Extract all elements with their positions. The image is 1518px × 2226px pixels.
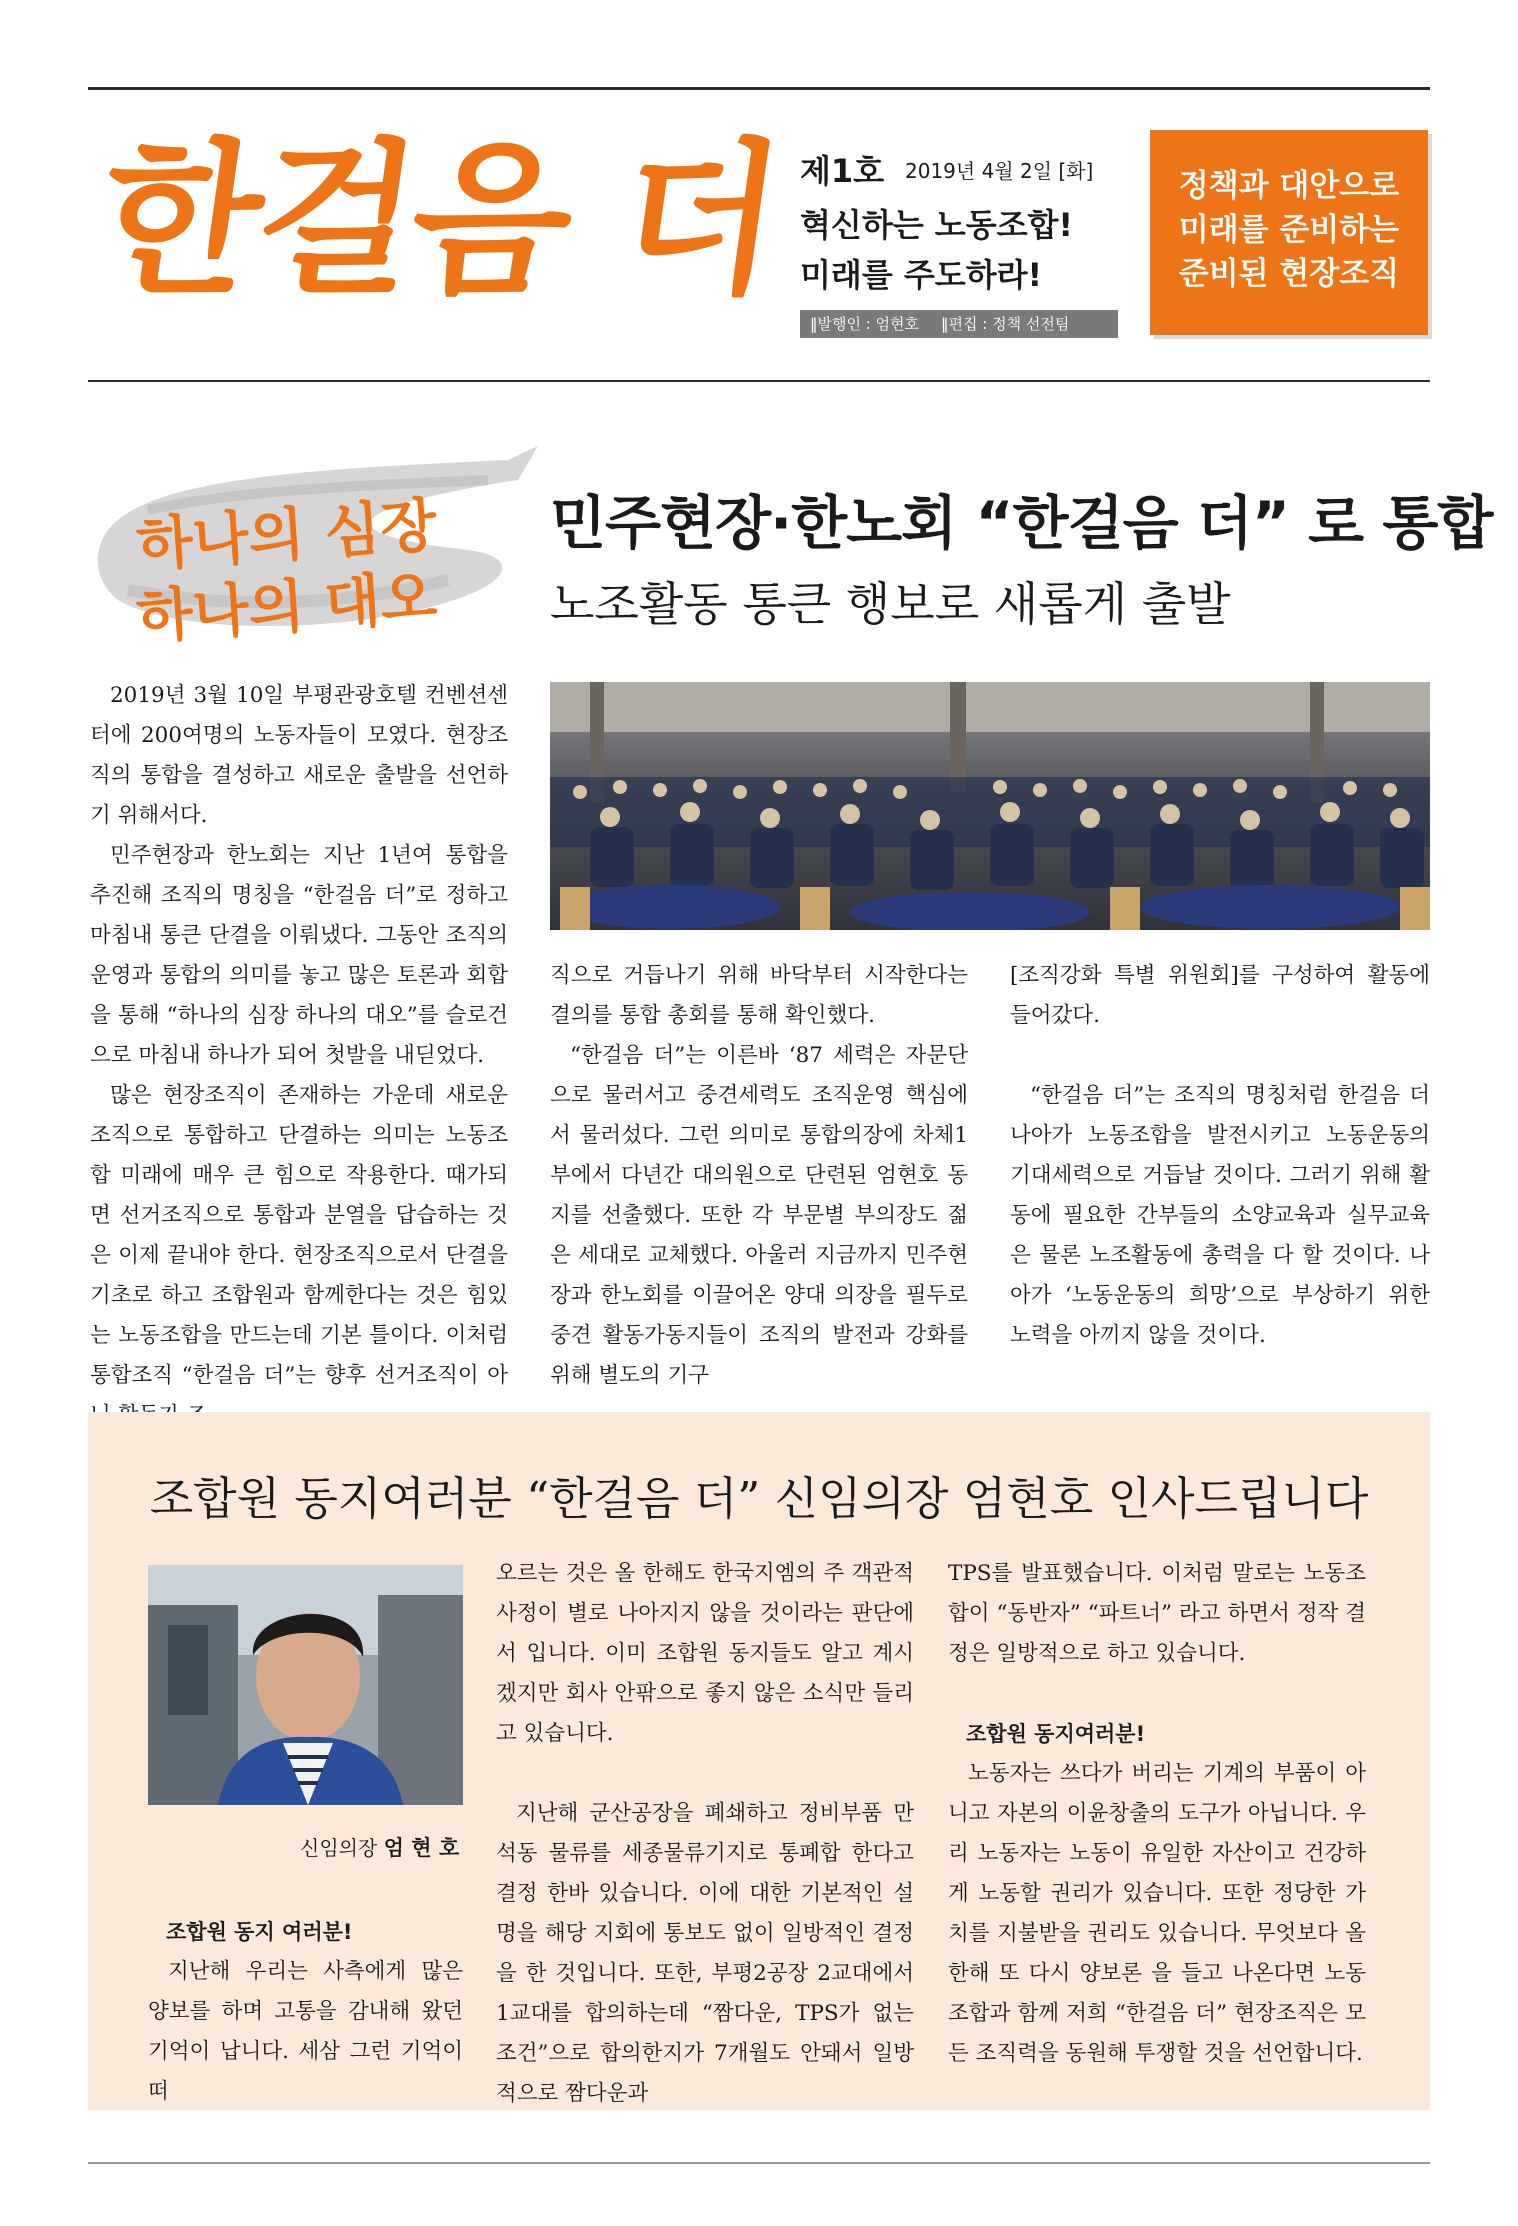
paragraph: “한걸음 더”는 이른바 ‘87 세력은 자문단으로 물러서고 중견세력도 조직운영 핵심에서 물러섰다. 그런 의미로 통합의장에 차체1부에서 다년간 대의원으로 단련된 엄현호 동지를 선출했다. 또한 각 부문별 부의장도 젊은 세대로 교체했다. 아울러 지금까지 민주현장과 한노회를 이끌어온 양대 의장을 필두로 중견 활동가동지들이 조직의 발전과 강화를 위해 별도의 기구 <box>550 1043 968 1388</box>
sub-headline: 노조활동 통큰 행보로 새롭게 출발 <box>550 577 1231 631</box>
feature-column-3 <box>1010 956 1430 1356</box>
tagline-line-1: 혁신하는 노동조합! <box>800 206 1074 244</box>
paragraph: 2019년 3월 10일 부평관광호텔 컨벤션센터에 200여명의 노동자들이 모였다. 현장조직의 통합을 결성하고 새로운 출발을 선언하기 위해서다. <box>90 683 508 828</box>
greeting-col3-heading: 조합원 동지여러분! <box>966 1722 1146 1746</box>
portrait-image <box>148 1565 463 1805</box>
paragraph: 노동자는 쓰다가 버리는 기계의 부품이 아니고 자본의 이윤창출의 도구가 아닙니다. 우리 노동자는 노동이 유일한 자산이고 건강하게 노동할 권리가 있습니다. 또한 정당한 가치를 지불받을 권리도 있습니다. 무엇보다 올 한해 또 다시 양보론 을 들고 나온다면 노동조합과 함께 저희 “한걸음 더” 현장조직은 모든 조직력을 동원해 투쟁할 것을 선언합니다. <box>948 1761 1366 2066</box>
greeting-title: 조합원 동지여러분 “한걸음 더” 신임의장 엄현호 인사드립니다 <box>149 1472 1369 1525</box>
editor: ‖편집 : 정책 선전팀 <box>941 315 1070 333</box>
greeting-column-3 <box>948 1554 1366 2074</box>
paragraph: 민주현장과 한노회는 지난 1년여 통합을 추진해 조직의 명칭을 “한걸음 더”로 정하고 마침내 통큰 단결을 이뤄냈다. 그동안 조직의 운영과 통합의 의미를 놓고 많은 토론과 회합을 통해 “하나의 심장 하나의 대오”를 슬로건으로 마침내 하나가 되어 첫발을 내딛었다. <box>90 843 508 1068</box>
brush-line-1: 하나의 심장 <box>134 490 439 580</box>
footer-rule <box>88 2162 1430 2164</box>
caption-name: 엄 현 호 <box>383 1836 460 1860</box>
paragraph: 오르는 것은 올 한해도 한국지엠의 주 객관적 사정이 별로 나아지지 않을 것이라는 판단에서 입니다. 이미 조합원 동지들도 알고 계시겠지만 회사 안팎으로 좋지 않은 소식만 들리고 있습니다. <box>496 1561 914 1746</box>
paragraph: [조직강화 특별 위원회]를 구성하여 활동에 들어갔다. <box>1010 963 1430 1028</box>
issue-number: 제1호 <box>800 152 885 190</box>
brush-slogan <box>88 440 548 652</box>
paragraph: 직으로 거듭나기 위해 바닥부터 시작한다는 결의를 통합 총회를 통해 확인했다. <box>550 963 968 1028</box>
brush-line-2: 하나의 대오 <box>134 562 439 652</box>
issue-date: 2019년 4월 2일 [화] <box>905 159 1094 183</box>
paragraph: 많은 현장조직이 존재하는 가운데 새로운 조직으로 통합하고 단결하는 의미는 노동조합 미래에 매우 큰 힘으로 작용한다. 때가되면 선거조직으로 통합과 분열을 답습하는 것은 이제 끝내야 한다. 현장조직으로서 단결을 기초로 하고 조합원과 함께한다는 것은 힘있는 노동조합을 만드는데 기본 틀이다. 이처럼 통합조직 “한걸음 더”는 향후 선거조직이 아 <box>90 1083 508 1388</box>
top-rule <box>88 87 1430 90</box>
rally-photo-image <box>550 682 1430 930</box>
slogan-box <box>1150 130 1428 335</box>
credit-bar <box>800 310 1118 338</box>
paragraph: TPS를 발표했습니다. 이처럼 말로는 노동조합이 “동반자” “파트너” 라고 하면서 정작 결정은 일방적으로 하고 있습니다. <box>948 1561 1366 1666</box>
greeting-column-1 <box>148 1912 463 2112</box>
masthead-title: 한걸음 더 <box>88 124 791 316</box>
publisher: ‖발행인 : 엄현호 <box>810 315 920 333</box>
paragraph: 지난해 군산공장을 폐쇄하고 정비부품 만석동 물류를 세종물류기지로 통폐합 한다고 결정 한바 있습니다. 이에 대한 기본적인 설명을 해당 지회에 통보도 없이 일방적인 결정을 한 것입니다. 또한, 부평2공장 2교대에서 1교대를 합의하는데 “짬다운, TPS가 없는 조건”으로 합의한지가 7개월도 안돼서 일방적으로 짬다운과 <box>496 1801 914 2106</box>
greeting-col1-heading: 조합원 동지 여러분! <box>166 1920 353 1944</box>
greeting-column-2 <box>496 1554 914 2114</box>
paragraph: 지난해 우리는 사측에게 많은 양보를 하며 고통을 감내해 왔던 기억이 납니다. 세삼 그런 기억이 떠 <box>148 1959 463 2104</box>
feature-column-2 <box>550 956 968 1396</box>
slogan-line-1: 정책과 대안으로 <box>1178 168 1400 204</box>
slogan-line-2: 미래를 준비하는 <box>1178 212 1400 248</box>
feature-column-1 <box>90 676 508 1436</box>
slogan-line-3: 준비된 현장조직 <box>1178 256 1400 292</box>
masthead-bottom-rule <box>88 380 1430 382</box>
rally-photo <box>550 682 1430 930</box>
chairman-portrait <box>148 1565 463 1805</box>
portrait-caption <box>300 1832 459 1862</box>
paragraph: “한걸음 더”는 조직의 명칭처럼 한걸음 더 나아가 노동조합을 발전시키고 노동운동의 기대세력으로 거듭날 것이다. 그러기 위해 활동에 필요한 간부들의 소양교육과 실무교육은 물론 노조활동에 총력을 다 할 것이다. 나아가 ‘노동운동의 희망’으로 부상하기 위한 노력을 아끼지 않을 것이다. <box>1010 1083 1430 1348</box>
caption-role: 신임의장 <box>300 1836 378 1860</box>
tagline-line-2: 미래를 주도하라! <box>800 256 1043 294</box>
main-headline: 민주현장·한노회 “한걸음 더” 로 통합 <box>550 489 1493 557</box>
